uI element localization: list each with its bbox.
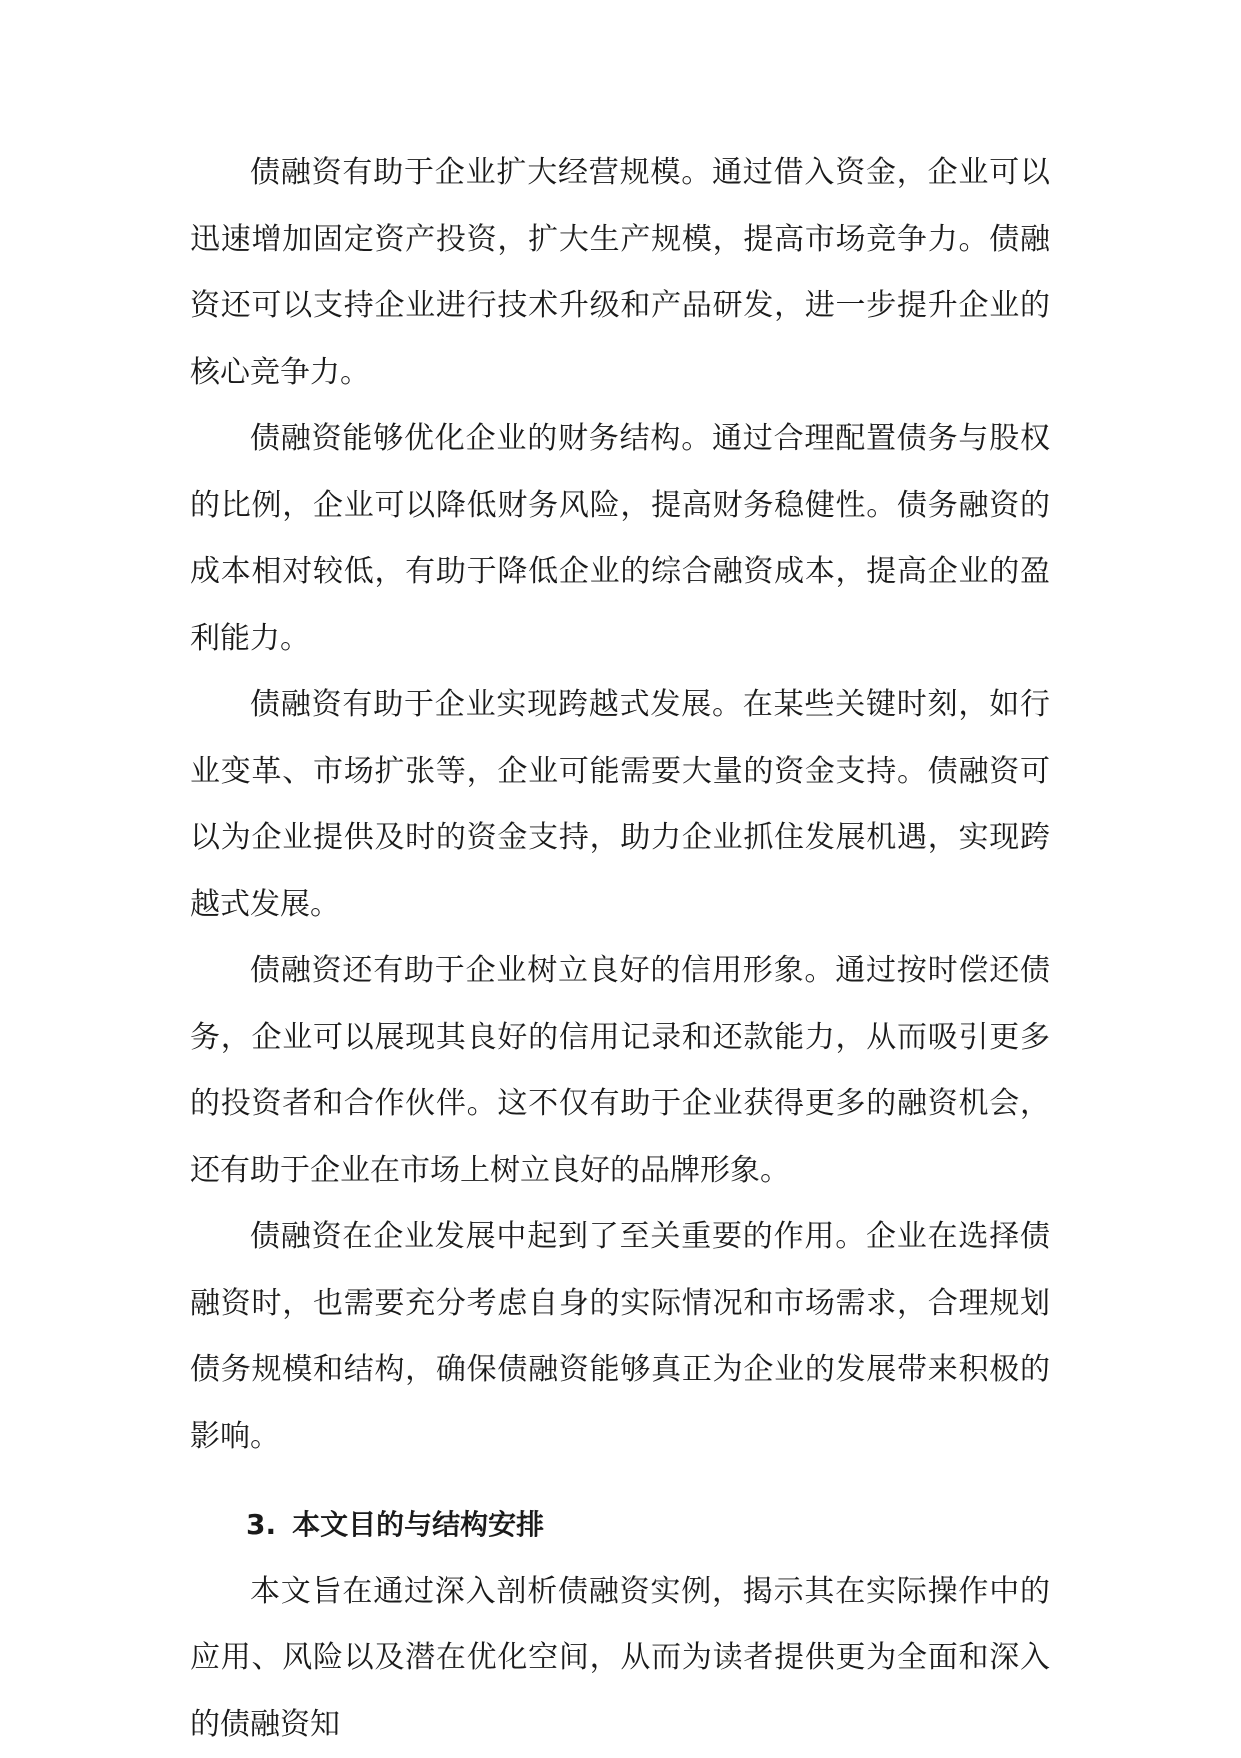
section-number: 3.	[246, 1492, 276, 1559]
paragraph: 债融资还有助于企业树立良好的信用形象。通过按时偿还债务，企业可以展现其良好的信用记录和还款能力，从而吸引更多的投资者和合作伙伴。这不仅有助于企业获得更多的融资机会，还有助于企业在市场上树立良好的品牌形象。	[190, 938, 1050, 1204]
section-title: 本文目的与结构安排	[292, 1508, 544, 1541]
document-body	[190, 140, 1050, 1758]
paragraph: 债融资有助于企业扩大经营规模。通过借入资金，企业可以迅速增加固定资产投资，扩大生产规模，提高市场竞争力。债融资还可以支持企业进行技术升级和产品研发，进一步提升企业的核心竞争力。	[190, 140, 1050, 406]
paragraph: 债融资能够优化企业的财务结构。通过合理配置债务与股权的比例，企业可以降低财务风险，提高财务稳健性。债务融资的成本相对较低，有助于降低企业的综合融资成本，提高企业的盈利能力。	[190, 406, 1050, 672]
paragraph: 债融资在企业发展中起到了至关重要的作用。企业在选择债融资时，也需要充分考虑自身的实际情况和市场需求，合理规划债务规模和结构，确保债融资能够真正为企业的发展带来积极的影响。	[190, 1204, 1050, 1470]
paragraph: 债融资有助于企业实现跨越式发展。在某些关键时刻，如行业变革、市场扩张等，企业可能需要大量的资金支持。债融资可以为企业提供及时的资金支持，助力企业抓住发展机遇，实现跨越式发展。	[190, 672, 1050, 938]
section-heading	[190, 1492, 1050, 1559]
paragraph: 本文旨在通过深入剖析债融资实例，揭示其在实际操作中的应用、风险以及潜在优化空间，从而为读者提供更为全面和深入的债融资知	[190, 1559, 1050, 1758]
